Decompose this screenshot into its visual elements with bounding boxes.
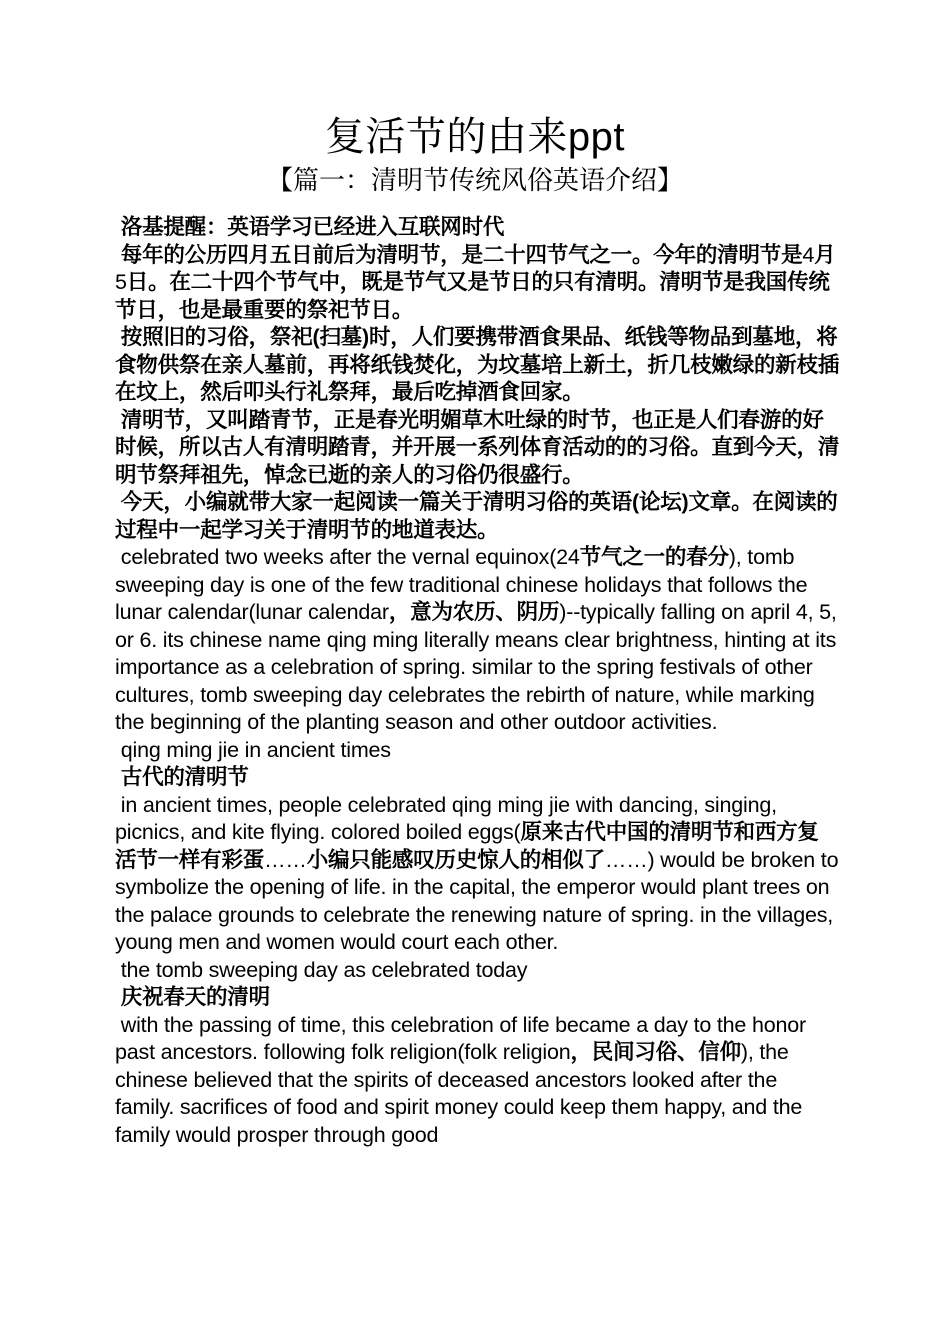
document-title: 复活节的由来ppt [324, 115, 626, 159]
paragraph [115, 544, 843, 737]
text-run: ), the chinese believed that the spirits of deceased ancestors looked after the family. sacrifices of food and spirit money could keep them happy, and the family would prosper through good [115, 1040, 808, 1147]
paragraph [115, 242, 840, 325]
text-run: 日。在二十四个节气中，既是节气又是节日的只有清明。清明节是我国传统节日，也是最重要的祭祀节日。 [115, 270, 830, 322]
text-run: 5 [115, 270, 127, 294]
text-run: ，民间习俗、信仰 [570, 1040, 741, 1064]
paragraph [115, 957, 840, 985]
text-run: 原来古代中国的清明节和西方复活节一样有彩蛋 [115, 820, 819, 872]
text-run: with the passing of time, this celebration of life became a day to the honor past ancestors. following folk religion(folk religion [115, 1012, 812, 1064]
text-run: …… [264, 847, 307, 872]
document-body [115, 214, 845, 1149]
paragraph [115, 984, 840, 1012]
text-run: 节气之一的春分 [579, 545, 729, 569]
text-run: )--typically falling on april 4, 5, or 6. its chinese name qing ming literally means clear brightness, hinting at its importance as a celebration of spring. similar to the spring festivals of other cultures, tomb sweeping day celebrates the rebirth of nature, while marking the beginning of the planting season and other outdoor activities. [115, 600, 843, 734]
text-run: ), tomb sweeping day is one of the few traditional chinese holidays that follows the lunar calendar(lunar calendar [115, 545, 814, 624]
paragraph [115, 407, 840, 490]
text-run: ……) would be broken to symbolize the opening of life. in the capital, the emperor would plant trees on the palace grounds to celebrate the renewing nature of spring. in the villages, young men and women would court each other. [115, 847, 845, 954]
text-run: qing ming jie in ancient times [115, 737, 391, 762]
text-run: 小编只能感叹历史惊人的相似了 [306, 847, 605, 872]
text-run: ，意为农历、阴历 [388, 600, 560, 624]
text-run: celebrated two weeks after the vernal equinox(24 [115, 545, 580, 569]
paragraph [115, 214, 840, 242]
text-run: 洛基提醒：英语学习已经进入互联网时代 [115, 215, 505, 239]
text-run: 每年的公历四月五日前后为清明节，是二十四节气之一。今年的清明节是 [115, 242, 803, 267]
paragraph [115, 737, 840, 765]
paragraph [115, 792, 845, 957]
document-subtitle: 【篇一：清明节传统风俗英语介绍】 [266, 165, 683, 195]
text-run: 庆祝春天的清明 [115, 985, 270, 1009]
text-run: 月 [814, 242, 836, 267]
text-run: 今天，小编就带大家一起阅读一篇关于清明习俗的英语(论坛)文章。在阅读的过程中一起学习关于清明节的地道表达。 [115, 490, 838, 542]
text-run: 4 [802, 242, 815, 267]
paragraph [115, 489, 840, 544]
text-run: 按照旧的习俗，祭祀(扫墓)时，人们要携带酒食果品、纸钱等物品到墓地，将食物供祭在亲人墓前，再将纸钱焚化，为坟墓培上新土，折几枝嫩绿的新枝插在坟上，然后叩头行礼祭拜，最后吃掉酒食回家。 [115, 325, 840, 404]
text-run: 古代的清明节 [115, 765, 249, 789]
text-run: 清明节，又叫踏青节，正是春光明媚草木吐绿的时节，也正是人们春游的好时候，所以古人有清明踏青，并开展一系列体育活动的的习俗。直到今天，清明节祭拜祖先，悼念已逝的亲人的习俗仍很盛行。 [115, 407, 840, 487]
text-run: in ancient times, people celebrated qing ming jie with dancing, singing, picnics, and kite flying. colored boiled eggs( [115, 792, 783, 844]
paragraph [115, 764, 840, 792]
text-run: the tomb sweeping day as celebrated today [115, 957, 528, 982]
paragraph [115, 1012, 840, 1150]
paragraph [115, 324, 840, 407]
